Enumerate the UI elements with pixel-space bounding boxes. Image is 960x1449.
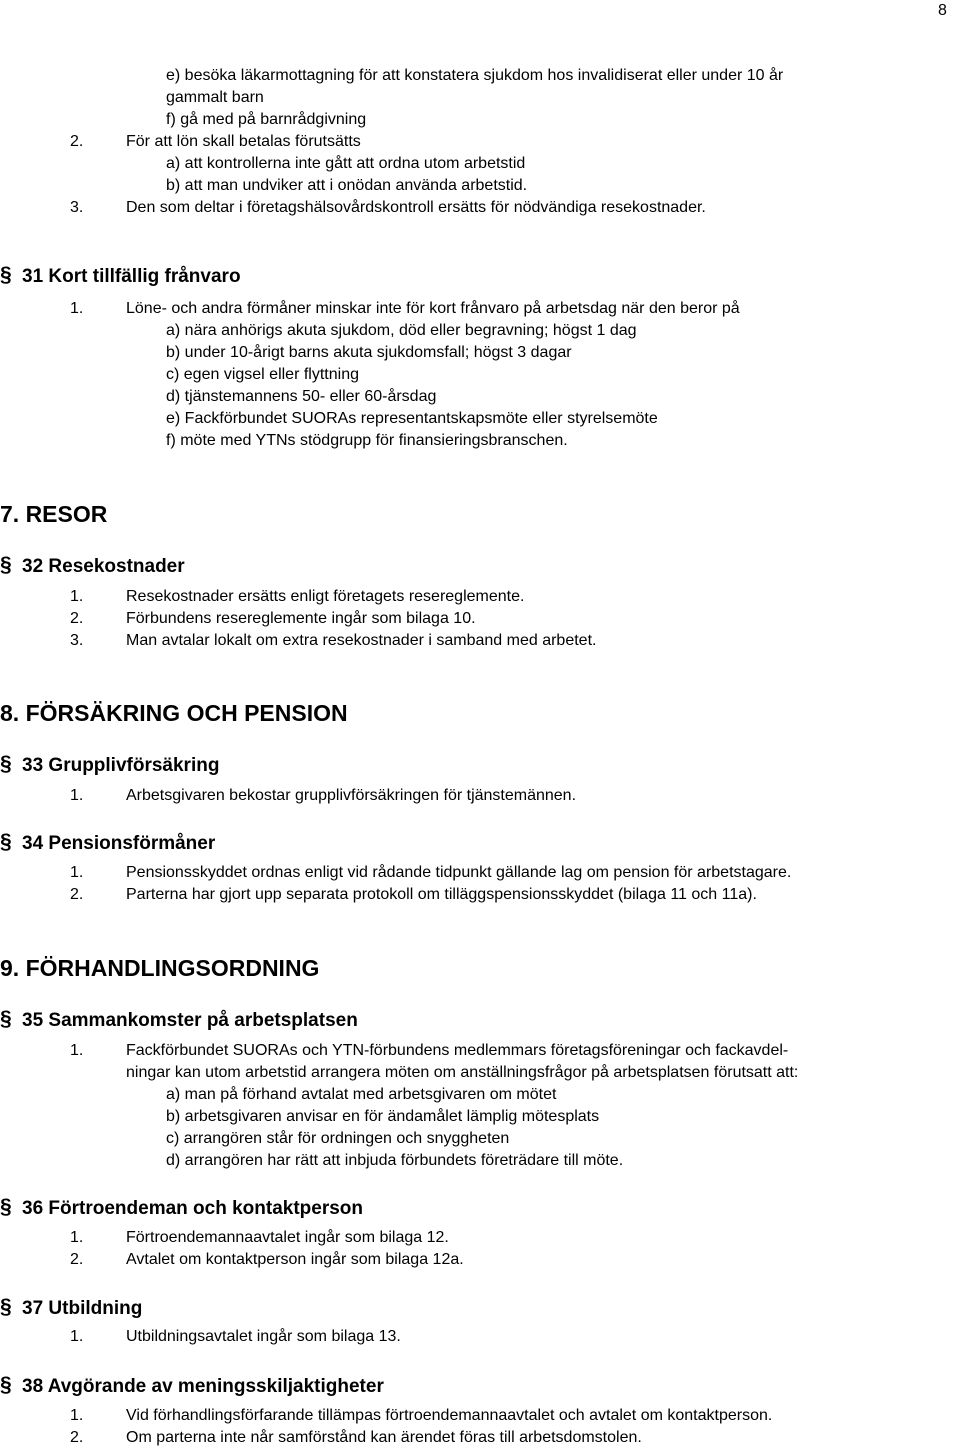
paragraph-sign: § [0, 1373, 12, 1396]
list-item: b) arbetsgivaren anvisar en för ändamålet lämplig mötesplats [166, 1108, 600, 1125]
list-item: b) att man undviker att i onödan använda arbetstid. [166, 177, 528, 194]
paragraph-sign: § [0, 263, 12, 286]
item-number: 1. [70, 787, 84, 804]
list-item: Förbundens resereglemente ingår som bilaga 10. [126, 610, 476, 627]
paragraph-sign: § [0, 830, 12, 853]
item-number: 1. [70, 1229, 84, 1246]
section-heading: 32 Resekostnader [22, 556, 185, 577]
item-number: 1. [70, 300, 84, 317]
item-number: 2. [70, 1251, 84, 1268]
paragraph-sign: § [0, 1195, 12, 1218]
list-item: d) tjänstemannens 50- eller 60-årsdag [166, 388, 437, 405]
item-number: 2. [70, 133, 84, 150]
list-item: Avtalet om kontaktperson ingår som bilaga 12a. [126, 1251, 464, 1268]
list-item: Fackförbundet SUORAs och YTN-förbundens medlemmars företagsföreningar och fackavdel- [126, 1042, 789, 1059]
item-number: 1. [70, 1042, 84, 1059]
list-item: c) egen vigsel eller flyttning [166, 366, 359, 383]
list-item: gammalt barn [166, 89, 264, 106]
list-item: Arbetsgivaren bekostar grupplivförsäkringen för tjänstemännen. [126, 787, 577, 804]
list-item: a) nära anhörigs akuta sjukdom, död eller begravning; högst 1 dag [166, 322, 637, 339]
paragraph-sign: § [0, 1007, 12, 1030]
list-item: d) arrangören har rätt att inbjuda förbundets företrädare till möte. [166, 1152, 624, 1169]
list-item: Utbildningsavtalet ingår som bilaga 13. [126, 1328, 401, 1345]
paragraph-sign: § [0, 752, 12, 775]
list-item: b) under 10-årigt barns akuta sjukdomsfall; högst 3 dagar [166, 344, 572, 361]
section-heading: 31 Kort tillfällig frånvaro [22, 266, 241, 287]
item-number: 1. [70, 1407, 84, 1424]
paragraph-sign: § [0, 1295, 12, 1318]
section-heading: 33 Grupplivförsäkring [22, 755, 220, 776]
list-item: Löne- och andra förmåner minskar inte för kort frånvaro på arbetsdag när den beror på [126, 300, 740, 317]
list-item: Resekostnader ersätts enligt företagets resereglemente. [126, 588, 525, 605]
list-item: Den som deltar i företagshälsovårdskontroll ersätts för nödvändiga resekostnader. [126, 199, 706, 216]
list-item: Pensionsskyddet ordnas enligt vid rådande tidpunkt gällande lag om pension för arbetstagare. [126, 864, 792, 881]
section-heading: 34 Pensionsförmåner [22, 833, 216, 854]
list-item: a) man på förhand avtalat med arbetsgivaren om mötet [166, 1086, 557, 1103]
section-heading: 36 Förtroendeman och kontaktperson [22, 1198, 364, 1219]
list-item: a) att kontrollerna inte gått att ordna utom arbetstid [166, 155, 526, 172]
section-heading: 35 Sammankomster på arbetsplatsen [22, 1010, 358, 1031]
paragraph-sign: § [0, 553, 12, 576]
item-number: 3. [70, 199, 84, 216]
list-item: f) möte med YTNs stödgrupp för finansieringsbranschen. [166, 432, 568, 449]
list-item: Man avtalar lokalt om extra resekostnader i samband med arbetet. [126, 632, 597, 649]
list-item: ningar kan utom arbetstid arrangera möten om anställningsfrågor på arbetsplatsen förutsatt att: [126, 1064, 799, 1081]
list-item: Parterna har gjort upp separata protokoll om tilläggspensionsskyddet (bilaga 11 och 11a). [126, 886, 757, 903]
page-number: 8 [938, 2, 947, 19]
section-heading: 38 Avgörande av meningsskiljaktigheter [22, 1376, 384, 1397]
item-number: 3. [70, 632, 84, 649]
list-item: Om parterna inte når samförstånd kan ärendet föras till arbetsdomstolen. [126, 1429, 642, 1446]
item-number: 1. [70, 588, 84, 605]
chapter-heading: 7. RESOR [0, 501, 108, 527]
list-item: c) arrangören står för ordningen och snyggheten [166, 1130, 510, 1147]
item-number: 2. [70, 610, 84, 627]
chapter-heading: 9. FÖRHANDLINGSORDNING [0, 955, 320, 981]
list-item: Vid förhandlingsförfarande tillämpas förtroendemannaavtalet och avtalet om kontaktperson. [126, 1407, 773, 1424]
item-number: 2. [70, 886, 84, 903]
list-item: Förtroendemannaavtalet ingår som bilaga 12. [126, 1229, 449, 1246]
list-item: f) gå med på barnrådgivning [166, 111, 367, 128]
item-number: 1. [70, 864, 84, 881]
list-item: e) Fackförbundet SUORAs representantskapsmöte eller styrelsemöte [166, 410, 658, 427]
chapter-heading: 8. FÖRSÄKRING OCH PENSION [0, 700, 348, 726]
list-item: För att lön skall betalas förutsätts [126, 133, 361, 150]
item-number: 1. [70, 1328, 84, 1345]
section-heading: 37 Utbildning [22, 1298, 143, 1319]
item-number: 2. [70, 1429, 84, 1446]
list-item: e) besöka läkarmottagning för att konstatera sjukdom hos invalidiserat eller under 10 år [166, 67, 784, 84]
